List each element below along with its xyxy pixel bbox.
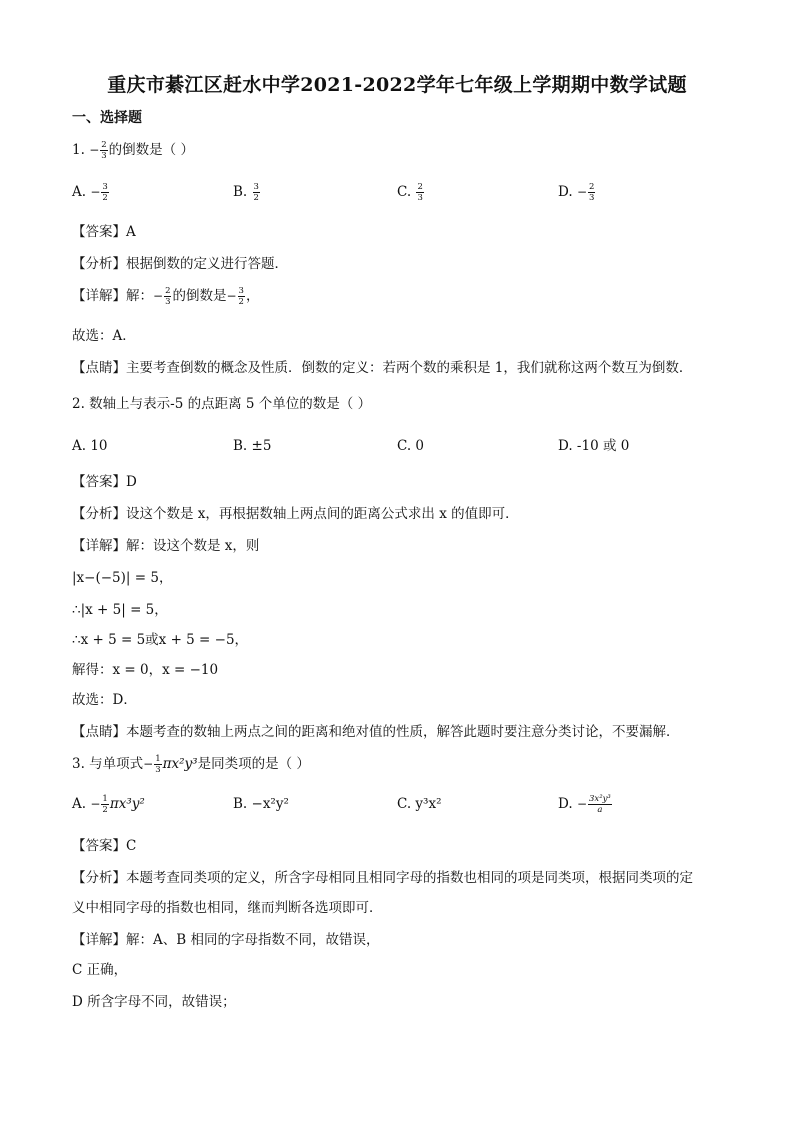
q1-fraction: $\frac{2}{3}$ xyxy=(101,140,107,161)
q3-option-d: D. − $\frac{\text{3x²y³}}{a}$ xyxy=(558,794,611,815)
q3-analysis-2: 义中相同字母的指数也相同，继而判断各选项即可． xyxy=(72,900,383,916)
q1-analysis: 【分析】根据倒数的定义进行答题． xyxy=(72,256,288,272)
q1-stem-text: 的倒数是（ ） xyxy=(108,142,194,158)
q3-stem: 3. 与单项式− $\frac{1}{3}$ πx²y³是同类项的是（ ） xyxy=(72,754,310,775)
q2-option-c: C. 0 xyxy=(397,438,425,454)
q1-detail: 【详解】解：− $\frac{2}{3}$ 的倒数是− $\frac{3}{2}$ ， xyxy=(72,286,260,307)
q2-comment: 【点睛】本题考查的数轴上两点之间的距离和绝对值的性质，解答此题时要注意分类讨论，不要漏解． xyxy=(72,724,680,740)
q3-detail-3: D 所含字母不同，故错误； xyxy=(72,994,236,1010)
q2-equation-3: ∴x + 5 = 5或x + 5 = −5， xyxy=(72,632,249,648)
q3-option-b: B. −x²y² xyxy=(233,796,289,812)
q1-answer: 【答案】A xyxy=(72,224,136,240)
q3-analysis-1: 【分析】本题考查同类项的定义，所含字母相同且相同字母的指数也相同的项是同类项，根据同类项的定 xyxy=(72,870,693,886)
q2-option-a: A. 10 xyxy=(72,438,108,454)
q3-option-a: A. − $\frac{1}{2}$ πx³y² xyxy=(72,794,145,815)
q2-analysis: 【分析】设这个数是 x，再根据数轴上两点间的距离公式求出 x 的值即可． xyxy=(72,506,519,522)
q1-choose: 故选：A． xyxy=(72,328,136,344)
q1-option-b: B. $\frac{3}{2}$ xyxy=(233,182,259,203)
q2-equation-4: 解得：x = 0，x = −10 xyxy=(72,662,219,678)
q1-stem: 1. − $\frac{2}{3}$ 的倒数是（ ） xyxy=(72,140,194,161)
q1-option-d: D. − $\frac{2}{3}$ xyxy=(558,182,595,203)
q3-option-c: C. y³x² xyxy=(397,796,442,812)
q2-answer: 【答案】D xyxy=(72,474,137,490)
q2-option-b: B. ±5 xyxy=(233,438,272,454)
q1-number: 1. xyxy=(72,142,85,158)
section-heading: 一、选择题 xyxy=(72,110,142,126)
q2-equation-2: ∴|x + 5| = 5， xyxy=(72,602,168,618)
q1-option-c: C. $\frac{2}{3}$ xyxy=(397,182,423,203)
q2-choose: 故选：D． xyxy=(72,692,137,708)
q3-detail-2: C 正确， xyxy=(72,962,128,978)
page-title: 重庆市綦江区赶水中学2021-2022学年七年级上学期期中数学试题 xyxy=(107,74,687,96)
q3-answer: 【答案】C xyxy=(72,838,137,854)
q2-option-d: D. -10 或 0 xyxy=(558,438,630,454)
q3-detail-1: 【详解】解：A、B 相同的字母指数不同，故错误， xyxy=(72,932,380,948)
q2-equation-1: |x−(−5)| = 5， xyxy=(72,570,173,586)
q1-comment: 【点睛】主要考查倒数的概念及性质．倒数的定义：若两个数的乘积是 1，我们就称这两个数互为倒数． xyxy=(72,360,693,376)
q2-detail: 【详解】解：设这个数是 x，则 xyxy=(72,538,260,554)
q1-option-a: A. − $\frac{3}{2}$ xyxy=(72,182,108,203)
q2-stem: 2. 数轴上与表示-5 的点距离 5 个单位的数是（ ） xyxy=(72,396,372,412)
